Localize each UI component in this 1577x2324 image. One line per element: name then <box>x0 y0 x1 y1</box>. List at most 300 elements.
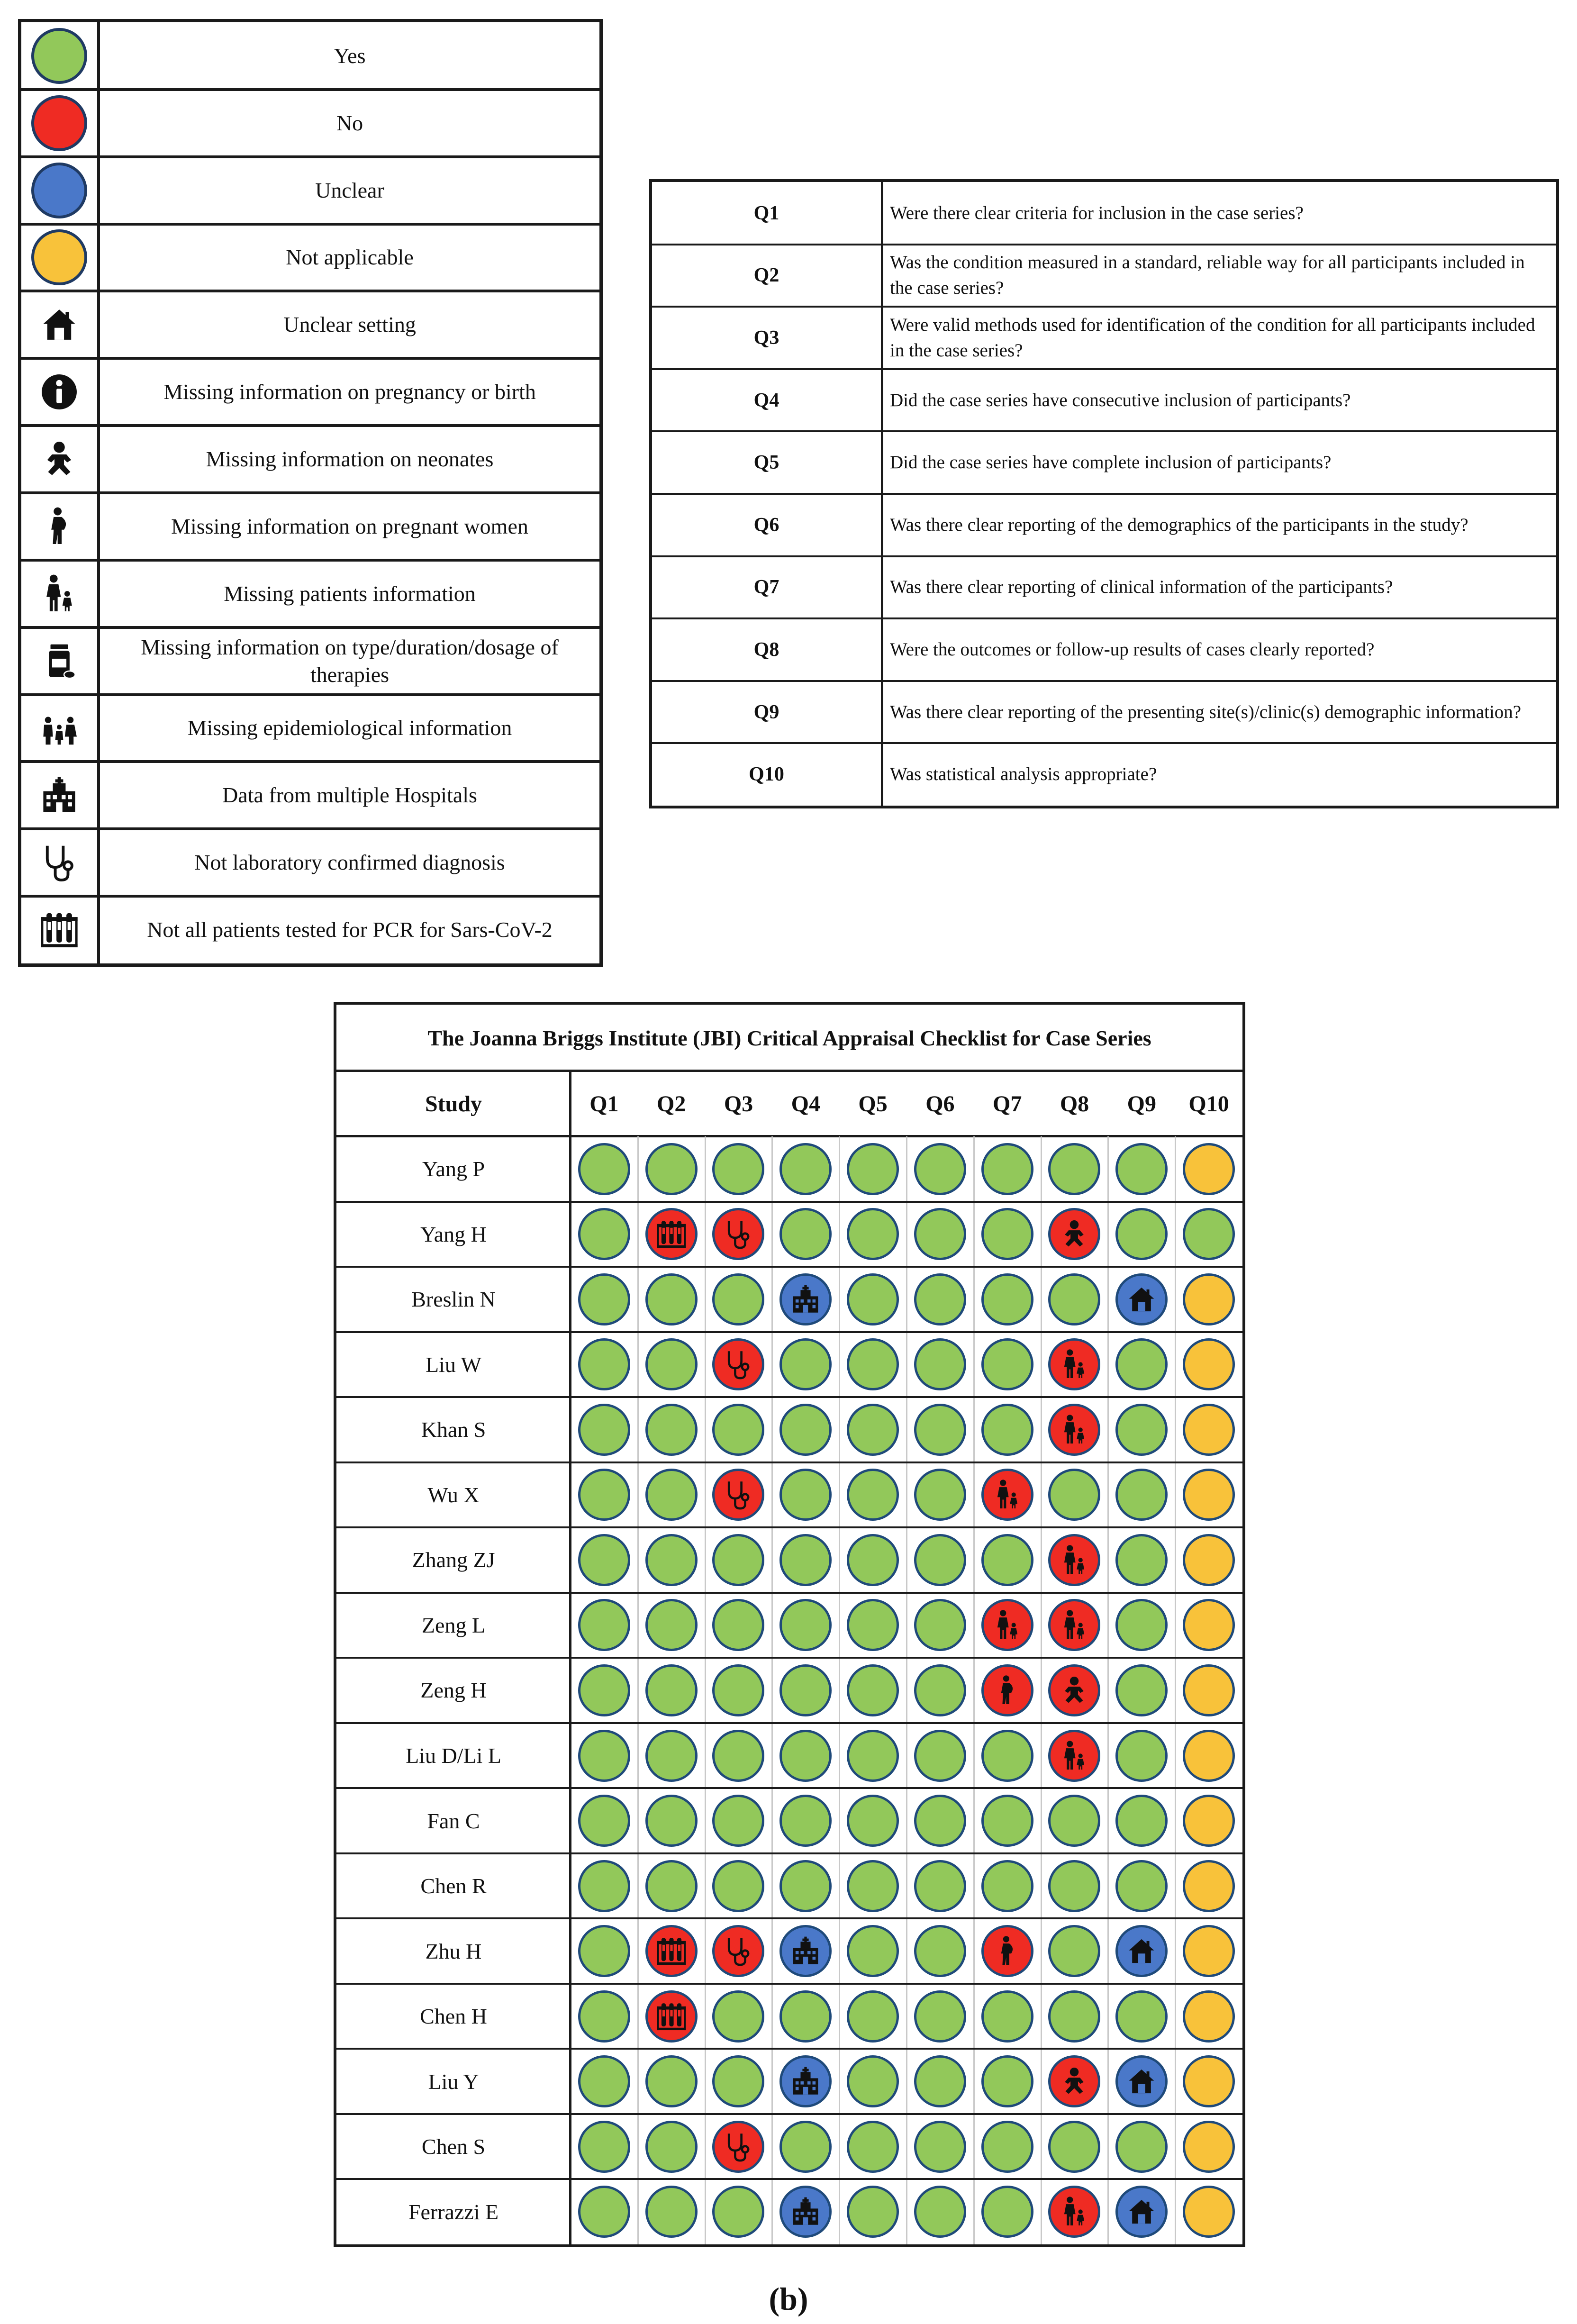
baby-icon <box>1059 1218 1090 1250</box>
question-row <box>652 681 1556 744</box>
rating-cell <box>974 1397 1041 1462</box>
legend-label: Not all patients tested for PCR for Sars-CoV-2 <box>147 917 553 942</box>
rating-cell <box>1108 1397 1175 1462</box>
questions-table <box>649 179 1559 808</box>
legend-row <box>21 896 599 963</box>
rating-cell <box>906 1658 974 1723</box>
rating-not-applicable-circle <box>1183 1143 1235 1195</box>
rating-cell <box>1108 1267 1175 1332</box>
rating-not-applicable-circle <box>1183 1990 1235 2043</box>
legend-row <box>21 762 599 829</box>
rating-cell <box>1108 1136 1175 1202</box>
rating-yes-circle <box>1048 1925 1100 1977</box>
question-id: Q5 <box>652 431 883 494</box>
rating-cell <box>1108 1984 1175 2049</box>
rating-yes-circle <box>645 1273 698 1325</box>
rating-cell <box>839 2179 906 2244</box>
legend-label: Yes <box>334 43 366 68</box>
rating-cell <box>1175 1984 1242 2049</box>
rating-cell <box>772 1788 839 1853</box>
rating-not-applicable-circle <box>1183 1795 1235 1847</box>
legend-divider <box>21 895 599 898</box>
baby-icon <box>39 439 79 479</box>
rating-cell <box>839 1984 906 2049</box>
rating-cell <box>638 1527 705 1593</box>
rating-cell <box>839 1658 906 1723</box>
rating-cell <box>906 1462 974 1528</box>
test-tubes-icon <box>656 1935 687 1967</box>
rating-cell <box>638 2179 705 2244</box>
rating-yes-circle <box>578 1860 630 1912</box>
rating-cell <box>571 1918 638 1984</box>
rating-cell <box>1175 1332 1242 1398</box>
rating-cell <box>1041 1658 1108 1723</box>
rating-cell <box>571 1527 638 1593</box>
rating-no-circle <box>1048 1404 1100 1456</box>
rating-cell <box>1175 2179 1242 2244</box>
rating-cell <box>974 1527 1041 1593</box>
question-divider <box>652 430 1556 432</box>
rating-no-circle <box>1048 1338 1100 1390</box>
rating-cell <box>906 2179 974 2244</box>
rating-yes-circle <box>847 1143 899 1195</box>
rating-cell <box>638 1332 705 1398</box>
rating-unclear-circle <box>1115 1925 1168 1977</box>
rating-cell <box>1175 1136 1242 1202</box>
rating-cell <box>571 1332 638 1398</box>
legend-label: No <box>336 110 363 135</box>
rating-cell <box>1175 1527 1242 1593</box>
rating-yes-circle <box>1048 1273 1100 1325</box>
legend-divider <box>21 223 599 226</box>
rating-cell <box>1041 1397 1108 1462</box>
question-column-header: Q7 <box>993 1091 1022 1117</box>
rating-cell <box>839 1527 906 1593</box>
rating-yes-circle <box>645 1664 698 1716</box>
rating-yes-circle <box>578 1925 630 1977</box>
rating-yes-circle <box>914 1990 966 2043</box>
rating-yes-circle <box>847 2055 899 2107</box>
house-icon <box>1126 2066 1157 2097</box>
legend-label: Missing information on type/duration/dosage of therapies <box>141 635 559 687</box>
rating-unclear-circle <box>779 1925 832 1977</box>
question-row <box>652 245 1556 307</box>
legend-divider <box>21 827 599 830</box>
rating-yes-circle <box>712 1664 764 1716</box>
rating-cell <box>1041 1853 1108 1919</box>
rating-yes-circle <box>847 1599 899 1651</box>
patients-icon <box>1059 1740 1090 1771</box>
rating-not-applicable-circle <box>1183 1404 1235 1456</box>
rating-yes-circle <box>1115 1860 1168 1912</box>
rating-cell <box>705 2179 772 2244</box>
study-name: Yang H <box>420 1222 487 1246</box>
rating-yes-circle <box>1115 1534 1168 1586</box>
rating-yes-circle <box>779 1534 832 1586</box>
rating-cell <box>638 1723 705 1788</box>
rating-no-circle <box>1048 1664 1100 1716</box>
rating-yes-circle <box>914 1925 966 1977</box>
study-name: Yang P <box>422 1157 485 1181</box>
rating-no-circle <box>712 1469 764 1521</box>
rating-not-applicable-circle <box>1183 1469 1235 1521</box>
rating-cell <box>571 1267 638 1332</box>
rating-cell <box>839 2049 906 2114</box>
jbi-title: The Joanna Briggs Institute (JBI) Critical Appraisal Checklist for Case Series <box>427 1026 1151 1050</box>
rating-yes-circle <box>712 1534 764 1586</box>
question-text: Was there clear reporting of the demographics of the participants in the study? <box>890 514 1468 535</box>
study-name: Zeng L <box>421 1613 486 1637</box>
legend-row <box>21 627 599 695</box>
rating-cell <box>571 1658 638 1723</box>
legend-row <box>21 695 599 762</box>
legend-symbol <box>21 224 100 291</box>
rating-cell <box>638 1984 705 2049</box>
rating-cell <box>974 1332 1041 1398</box>
rating-cell <box>638 1267 705 1332</box>
rating-cell <box>772 1397 839 1462</box>
patients-icon <box>1059 2196 1090 2227</box>
rating-cell <box>1175 1202 1242 1267</box>
question-row <box>652 556 1556 619</box>
rating-yes-circle <box>914 1599 966 1651</box>
rating-yes-circle <box>981 1404 1033 1456</box>
question-column-header: Q4 <box>791 1091 820 1117</box>
rating-yes-circle <box>1048 1860 1100 1912</box>
rating-cell <box>638 1202 705 1267</box>
rating-cell <box>906 1267 974 1332</box>
rating-cell <box>839 1332 906 1398</box>
rating-cell <box>571 1593 638 1658</box>
rating-cell <box>705 2114 772 2179</box>
rating-not-applicable-circle <box>1183 2055 1235 2107</box>
study-name: Chen R <box>420 1874 487 1898</box>
rating-cell <box>1041 1462 1108 1528</box>
question-id: Q8 <box>652 618 883 681</box>
rating-yes-circle <box>847 1273 899 1325</box>
rating-no-circle <box>1048 2055 1100 2107</box>
legend-color-circle <box>31 28 87 84</box>
rating-no-circle <box>1048 1208 1100 1260</box>
rating-yes-circle <box>779 1208 832 1260</box>
legend-symbol <box>21 90 100 157</box>
rating-yes-circle <box>645 1730 698 1782</box>
rating-cell <box>906 1853 974 1919</box>
legend-row <box>21 560 599 627</box>
rating-yes-circle <box>779 1730 832 1782</box>
hospital-icon <box>39 775 79 815</box>
rating-cell <box>772 1267 839 1332</box>
rating-not-applicable-circle <box>1183 1534 1235 1586</box>
rating-cell <box>906 2114 974 2179</box>
rating-yes-circle <box>847 1990 899 2043</box>
rating-cell <box>705 1527 772 1593</box>
question-text: Was the condition measured in a standard, reliable way for all participants included in the case series? <box>890 252 1525 299</box>
rating-cell <box>906 1527 974 1593</box>
legend-color-circle <box>31 229 87 285</box>
jbi-checklist-table <box>334 1002 1245 2247</box>
stethoscope-icon <box>39 843 79 882</box>
legend-row <box>21 493 599 560</box>
hospital-icon <box>790 2196 821 2227</box>
hospital-icon <box>790 1935 821 1967</box>
legend-symbol <box>21 627 100 695</box>
question-id: Q9 <box>652 681 883 744</box>
baby-icon <box>1059 2066 1090 2097</box>
medicine-icon <box>39 641 79 681</box>
rating-cell <box>974 2049 1041 2114</box>
rating-unclear-circle <box>779 1273 832 1325</box>
rating-cell <box>906 1136 974 1202</box>
legend-divider <box>21 357 599 360</box>
rating-yes-circle <box>847 1404 899 1456</box>
stethoscope-icon <box>723 1479 754 1510</box>
test-tubes-icon <box>39 910 79 950</box>
rating-yes-circle <box>847 2186 899 2238</box>
rating-cell <box>571 1136 638 1202</box>
pregnant-icon <box>39 507 79 546</box>
rating-yes-circle <box>981 1273 1033 1325</box>
rating-yes-circle <box>712 1273 764 1325</box>
rating-yes-circle <box>578 1795 630 1847</box>
stethoscope-icon <box>723 1935 754 1967</box>
rating-cell <box>1175 1658 1242 1723</box>
rating-yes-circle <box>981 2186 1033 2238</box>
family-icon <box>39 708 79 748</box>
rating-no-circle <box>1048 1730 1100 1782</box>
study-name: Liu Y <box>428 2069 479 2094</box>
legend-symbol <box>21 829 100 896</box>
question-text: Were valid methods used for identification of the condition for all participants included in the case series? <box>890 314 1535 361</box>
rating-cell <box>1041 1984 1108 2049</box>
rating-cell <box>906 1723 974 1788</box>
rating-cell <box>705 1788 772 1853</box>
rating-unclear-circle <box>779 2186 832 2238</box>
legend-label: Unclear setting <box>283 312 416 337</box>
legend-divider <box>21 155 599 158</box>
rating-cell <box>1041 1527 1108 1593</box>
rating-yes-circle <box>914 1534 966 1586</box>
rating-cell <box>705 1267 772 1332</box>
study-column-header: Study <box>425 1091 482 1117</box>
rating-cell <box>772 1658 839 1723</box>
rating-cell <box>974 1918 1041 1984</box>
rating-yes-circle <box>981 1990 1033 2043</box>
rating-cell <box>772 1984 839 2049</box>
rating-cell <box>705 1723 772 1788</box>
legend-symbol <box>21 157 100 224</box>
rating-cell <box>906 1332 974 1398</box>
rating-cell <box>1175 2114 1242 2179</box>
rating-cell <box>638 2114 705 2179</box>
rating-cell <box>571 1853 638 1919</box>
rating-yes-circle <box>847 1860 899 1912</box>
rating-yes-circle <box>914 1143 966 1195</box>
rating-cell <box>1175 1918 1242 1984</box>
rating-yes-circle <box>645 1469 698 1521</box>
rating-cell <box>705 1984 772 2049</box>
rating-no-circle <box>712 1208 764 1260</box>
rating-yes-circle <box>578 1599 630 1651</box>
rating-cell <box>705 1397 772 1462</box>
rating-yes-circle <box>1115 2121 1168 2173</box>
rating-yes-circle <box>847 1338 899 1390</box>
rating-cell <box>1108 1593 1175 1658</box>
rating-cell <box>1108 1658 1175 1723</box>
rating-cell <box>638 1788 705 1853</box>
question-id: Q10 <box>652 743 883 806</box>
rating-cell <box>772 1462 839 1528</box>
rating-yes-circle <box>1115 1338 1168 1390</box>
rating-yes-circle <box>981 1795 1033 1847</box>
rating-yes-circle <box>847 1534 899 1586</box>
rating-cell <box>705 1136 772 1202</box>
rating-cell <box>839 1397 906 1462</box>
question-divider <box>652 306 1556 308</box>
rating-yes-circle <box>1115 1730 1168 1782</box>
rating-yes-circle <box>779 1664 832 1716</box>
rating-yes-circle <box>645 2121 698 2173</box>
rating-yes-circle <box>645 1143 698 1195</box>
study-name: Liu D/Li L <box>406 1743 501 1768</box>
rating-yes-circle <box>1115 1664 1168 1716</box>
legend-row <box>21 426 599 493</box>
rating-yes-circle <box>981 2121 1033 2173</box>
question-id: Q7 <box>652 556 883 619</box>
rating-cell <box>974 1984 1041 2049</box>
rating-yes-circle <box>981 1860 1033 1912</box>
rating-yes-circle <box>1183 1208 1235 1260</box>
legend-row <box>21 224 599 291</box>
rating-yes-circle <box>914 1795 966 1847</box>
study-name: Wu X <box>427 1482 480 1507</box>
rating-cell <box>974 1788 1041 1853</box>
legend-divider <box>21 760 599 763</box>
question-row <box>652 431 1556 494</box>
rating-cell <box>839 1788 906 1853</box>
rating-cell <box>839 1593 906 1658</box>
rating-no-circle <box>645 1925 698 1977</box>
rating-cell <box>571 1788 638 1853</box>
test-tubes-icon <box>656 1218 687 1250</box>
rating-cell <box>772 1527 839 1593</box>
study-name: Breslin N <box>411 1287 496 1312</box>
house-icon <box>1126 1935 1157 1967</box>
question-divider <box>652 555 1556 557</box>
rating-cell <box>571 1984 638 2049</box>
rating-cell <box>974 1462 1041 1528</box>
rating-yes-circle <box>779 1404 832 1456</box>
rating-cell <box>839 2114 906 2179</box>
rating-yes-circle <box>1048 1795 1100 1847</box>
rating-cell <box>638 2049 705 2114</box>
legend-divider <box>21 491 599 494</box>
rating-yes-circle <box>712 1404 764 1456</box>
rating-yes-circle <box>779 1143 832 1195</box>
question-column-header: Q1 <box>589 1091 619 1117</box>
legend-color-circle <box>31 95 87 151</box>
rating-yes-circle <box>914 2121 966 2173</box>
rating-no-circle <box>1048 1534 1100 1586</box>
rating-cell <box>772 1918 839 1984</box>
rating-yes-circle <box>645 1795 698 1847</box>
rating-yes-circle <box>1115 1143 1168 1195</box>
rating-yes-circle <box>578 1143 630 1195</box>
rating-not-applicable-circle <box>1183 1599 1235 1651</box>
rating-yes-circle <box>779 2121 832 2173</box>
rating-unclear-circle <box>1115 1273 1168 1325</box>
question-column-header: Q6 <box>925 1091 955 1117</box>
rating-yes-circle <box>578 1469 630 1521</box>
study-name: Khan S <box>421 1417 486 1442</box>
study-name: Chen H <box>420 2004 487 2029</box>
rating-yes-circle <box>1048 1990 1100 2043</box>
rating-cell <box>1041 1593 1108 1658</box>
question-id: Q1 <box>652 182 883 245</box>
question-divider <box>652 680 1556 682</box>
rating-cell <box>638 1397 705 1462</box>
rating-cell <box>1175 1267 1242 1332</box>
rating-cell <box>1175 1723 1242 1788</box>
rating-no-circle <box>712 1925 764 1977</box>
stethoscope-icon <box>723 1349 754 1380</box>
rating-cell <box>906 1918 974 1984</box>
legend-label: Not applicable <box>286 245 414 270</box>
question-column-header: Q9 <box>1127 1091 1156 1117</box>
rating-not-applicable-circle <box>1183 1925 1235 1977</box>
legend-row <box>21 157 599 224</box>
study-name: Ferrazzi E <box>408 2199 499 2224</box>
rating-unclear-circle <box>1115 2186 1168 2238</box>
rating-cell <box>571 2114 638 2179</box>
question-row <box>652 369 1556 432</box>
question-text: Was statistical analysis appropriate? <box>890 764 1157 785</box>
rating-yes-circle <box>578 1208 630 1260</box>
test-tubes-icon <box>656 2001 687 2032</box>
rating-cell <box>974 1658 1041 1723</box>
rating-yes-circle <box>914 1338 966 1390</box>
rating-yes-circle <box>847 1469 899 1521</box>
question-text: Did the case series have consecutive inclusion of participants? <box>890 390 1351 410</box>
patients-icon <box>1059 1349 1090 1380</box>
question-row <box>652 494 1556 556</box>
patients-icon <box>992 1479 1023 1510</box>
rating-cell <box>1175 1397 1242 1462</box>
legend-symbol <box>21 560 100 627</box>
rating-cell <box>772 1853 839 1919</box>
rating-yes-circle <box>578 1664 630 1716</box>
study-name: Zeng H <box>420 1678 487 1703</box>
rating-yes-circle <box>578 1990 630 2043</box>
rating-yes-circle <box>645 2055 698 2107</box>
legend-label: Unclear <box>315 178 384 202</box>
question-column-header: Q3 <box>724 1091 753 1117</box>
rating-yes-circle <box>981 1143 1033 1195</box>
rating-cell <box>1175 1462 1242 1528</box>
rating-yes-circle <box>779 1990 832 2043</box>
rating-yes-circle <box>712 1730 764 1782</box>
rating-yes-circle <box>981 1534 1033 1586</box>
house-icon <box>1126 1284 1157 1315</box>
question-id: Q4 <box>652 369 883 432</box>
legend-color-circle <box>31 163 87 218</box>
rating-yes-circle <box>914 1730 966 1782</box>
rating-cell <box>705 1202 772 1267</box>
rating-cell <box>974 2179 1041 2244</box>
rating-cell <box>1108 2049 1175 2114</box>
question-column-header: Q8 <box>1060 1091 1089 1117</box>
rating-yes-circle <box>981 1338 1033 1390</box>
